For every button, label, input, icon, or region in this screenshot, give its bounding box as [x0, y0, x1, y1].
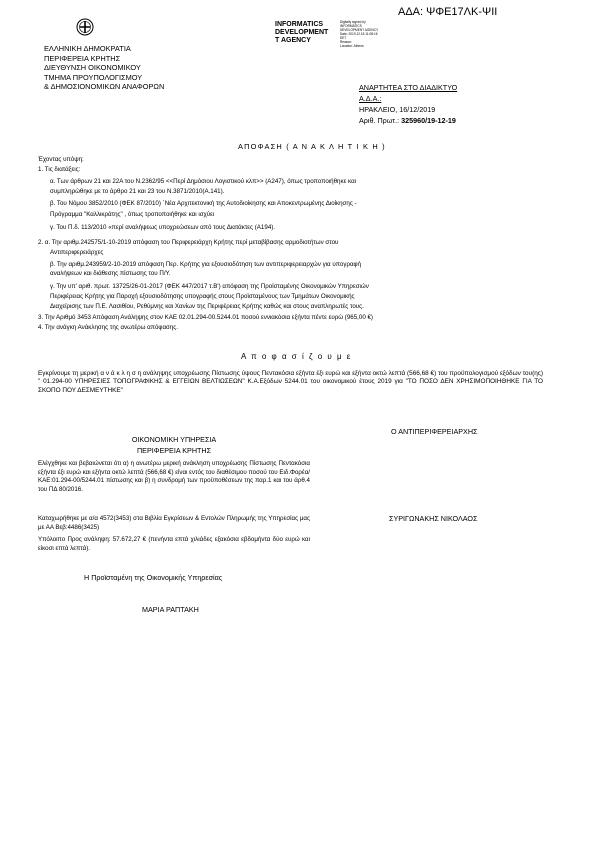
item-2b-cont: αναλήψεων και διάθεσης πίστωσης του Π/Υ. — [50, 270, 171, 277]
item-4: 4. Την ανάγκη Ανάκλησης της ανωτέρω απόφασης. — [38, 324, 178, 331]
decision-text: Εγκρίνουμε τη μερική α ν ά κ λ η σ η ανάληψης υποχρέωσης Πίστωσης ύψους Πεντακόσια εξήντα έξι ευρώ και εξήντα οκτώ λεπτά (566,68 €) του προϋπολογισμού εξόδων του(ης) " 01.294-00 ΥΠΗΡΕΣΙΕΣ ΤΟΠΟΓΡΑΦΙΚΗΣ & ΕΓΓΕΙΩΝ ΒΕΛΤΙΩΣΕΩΝ" Κ.Α.Εξόδων 5244.01 του οικονομικού έτους 2019 για "ΤΟ ΠΟΣΟ ΔΕΝ ΧΡΗΣΙΜΟΠΟΙΗΘΗΚΕ ΓΙΑ ΤΟ ΣΚΟΠΟ ΠΟΥ ΔΕΣΜΕΥΤΗΚΕ" — [38, 370, 543, 394]
item-2c: γ. Την υπ' αριθ. πρωτ. 13725/26-01-2017 (ΦΕΚ 447/2017 τ.Β') απόφαση της Προϊσταμένης Οικονομικών Υπηρεσιών — [50, 283, 369, 290]
issuer-line: & ΔΗΜΟΣΙΟΝΟΜΙΚΩΝ ΑΝΑΦΟΡΩΝ — [44, 82, 165, 92]
econ-registered-text: Καταχωρήθηκε με α/α 4572(3453) στα Βιβλία Εγκρίσεων & Εντολών Πληρωμής της Υπηρεσίας μας με ΑΑ Βεβ:4486(3425) — [38, 515, 310, 531]
vice-governor-name: ΣΥΡΙΓΩΝΑΚΗΣ ΝΙΚΟΛΑΟΣ — [389, 514, 478, 523]
greek-emblem-icon — [76, 18, 94, 36]
item-1a-cont: συμπληρώθηκε με το άρθρο 21 και 23 του Ν.3871/2010(Α.141). — [50, 188, 225, 195]
issuer-line: ΕΛΛΗΝΙΚΗ ΔΗΜΟΚΡΑΤΙΑ — [44, 44, 131, 53]
econ-region-title: ΠΕΡΙΦΕΡΕΙΑ ΚΡΗΤΗΣ — [136, 446, 212, 455]
item-2b: β. Την αριθμ.243959/2-10-2019 απόφαση Περ. Κρήτης για εξουσιοδότηση των αντιπεριφερειαρχών για υπογραφή — [50, 261, 361, 268]
item-3: 3. Την Αριθμό 3453 Απόφαση Ανάληψης στον ΚΑΕ 02.01.294-00.5244.01 ποσού εννιακόσια εξήντα πέντε ευρώ (965,00 €) — [38, 314, 373, 321]
ada-label: Α.Δ.Α.: — [359, 94, 382, 103]
protocol-number: Αριθ. Πρωτ.: 325960/19-12-19 — [359, 116, 456, 125]
item-2a: 2. α. Την αριθμ.242575/1-10-2019 απόφαση του Περιφερειάρχη Κρήτης περί μεταβίβασης αρμοδιοτήτων στου — [38, 239, 339, 246]
digital-signature-stamp: Digitally signed by INFORMATICS DEVELOPMENT AGENCY Date: 2019.12.18 11:08:16 EET Reason: Location: Athens — [340, 20, 379, 48]
econ-service-title: ΟΙΚΟΝΟΜΙΚΗ ΥΠΗΡΕΣΙΑ — [131, 435, 217, 444]
document-title: ΑΠΟΦΑΣΗ ( Α Ν Α Κ Λ Η Τ Ι Κ Η ) — [238, 142, 386, 151]
item-1a: α. Των άρθρων 21 και 22Α του Ν.2362/95 <<Περί Δημόσιου Λογιστικού κλπ>> (Α247), όπως τροποποιήθηκε και — [50, 178, 357, 185]
issuer-block — [44, 44, 164, 92]
item-1: 1. Τις διατάξεις: — [38, 166, 81, 173]
decision-heading: Α π ο φ α σ ί ζ ο υ μ ε — [241, 352, 352, 361]
item-1c: γ. Του Π.δ. 113/2010 «περί αναλήψεως υποχρεώσεων από τους Διατάκτες (Α194). — [50, 224, 276, 231]
econ-balance-text: Υπόλοιπο Προς ανάληψη: 57.672,27 € (πενήντα επτά χιλιάδες εξακόσια εβδομήντα δύο ευρώ και είκοσι επτά λεπτά). — [38, 536, 310, 552]
signature-agency-logo: INFORMATICS DEVELOPMENT T AGENCY — [275, 21, 329, 44]
econ-head-role: Η Προϊσταμένη της Οικονομικής Υπηρεσίας — [84, 573, 223, 582]
right-info-block — [359, 82, 457, 126]
considering-heading: Έχοντας υπόψη: — [38, 156, 84, 163]
item-1b: β. Του Νόμου 3852/2010 (ΦΕΚ 87/2010) ΄Νέα Αρχιτεκτονική της Αυτοδιοίκησης και Αποκεντρωμένης Διοίκησης - — [50, 200, 357, 207]
item-2c-cont2: Διαχείρισης των Π.Ε. Λασιθίου, Ρεθύμνης και Χανίων της Περιφέρειας Κρήτης καθώς και στους αναπληρωτές τους. — [50, 303, 364, 310]
item-2c-cont: Περιφέρειας Κρήτης για Παροχή εξουσιοδότησης υπογραφής στους Προϊσταμένους των Τμημάτων Οικονομικής — [50, 293, 355, 300]
econ-checked-text: Ελέγχθηκε και βεβαιώνεται ότι α) η ανωτέρω μερική ανάκληση υποχρέωσης Πίστωσης Πεντακόσια εξήντα έξι ευρώ και εξήντα οκτώ λεπτά (566,68 €) είναι εντός του διαθέσιμου ποσού του Ειδ.Φορέα/ΚΑΕ:01.294-00/5244.01 πίστωσης και β) η συνδρομή των προϋποθέσεων της παρ.1 και του άρθ.4 του ΠΔ 80/2016. — [38, 460, 310, 493]
item-1b-cont: Πρόγραμμα "Καλλικράτης" , όπως τροποποιήθηκε και ισχύει — [50, 211, 215, 218]
ada-number: ΑΔΑ: ΨΦΕ17ΛΚ-ΨΙΙ — [398, 6, 498, 18]
issuer-line: ΔΙΕΥΘΥΝΣΗ ΟΙΚΟΝΟΜΙΚΟΥ — [44, 63, 141, 73]
place-date: ΗΡΑΚΛΕΙΟ, 16/12/2019 — [359, 105, 436, 114]
issuer-line: ΠΕΡΙΦΕΡΕΙΑ ΚΡΗΤΗΣ — [44, 53, 121, 63]
vice-governor-role: Ο ΑΝΤΙΠΕΡΙΦΕΡΕΙΑΡΧΗΣ — [391, 427, 478, 436]
item-2a-cont: Αντιπεριφερειάρχες — [50, 249, 104, 256]
issuer-line: ΤΜΗΜΑ ΠΡΟΥΠΟΛΟΓΙΣΜΟΥ — [44, 72, 143, 82]
posted-online-label: ΑΝΑΡΤΗΤΕΑ ΣΤΟ ΔΙΑΔΙΚΤΥΟ — [359, 83, 458, 92]
econ-head-name: ΜΑΡΙΑ ΡΑΠΤΑΚΗ — [142, 605, 199, 614]
